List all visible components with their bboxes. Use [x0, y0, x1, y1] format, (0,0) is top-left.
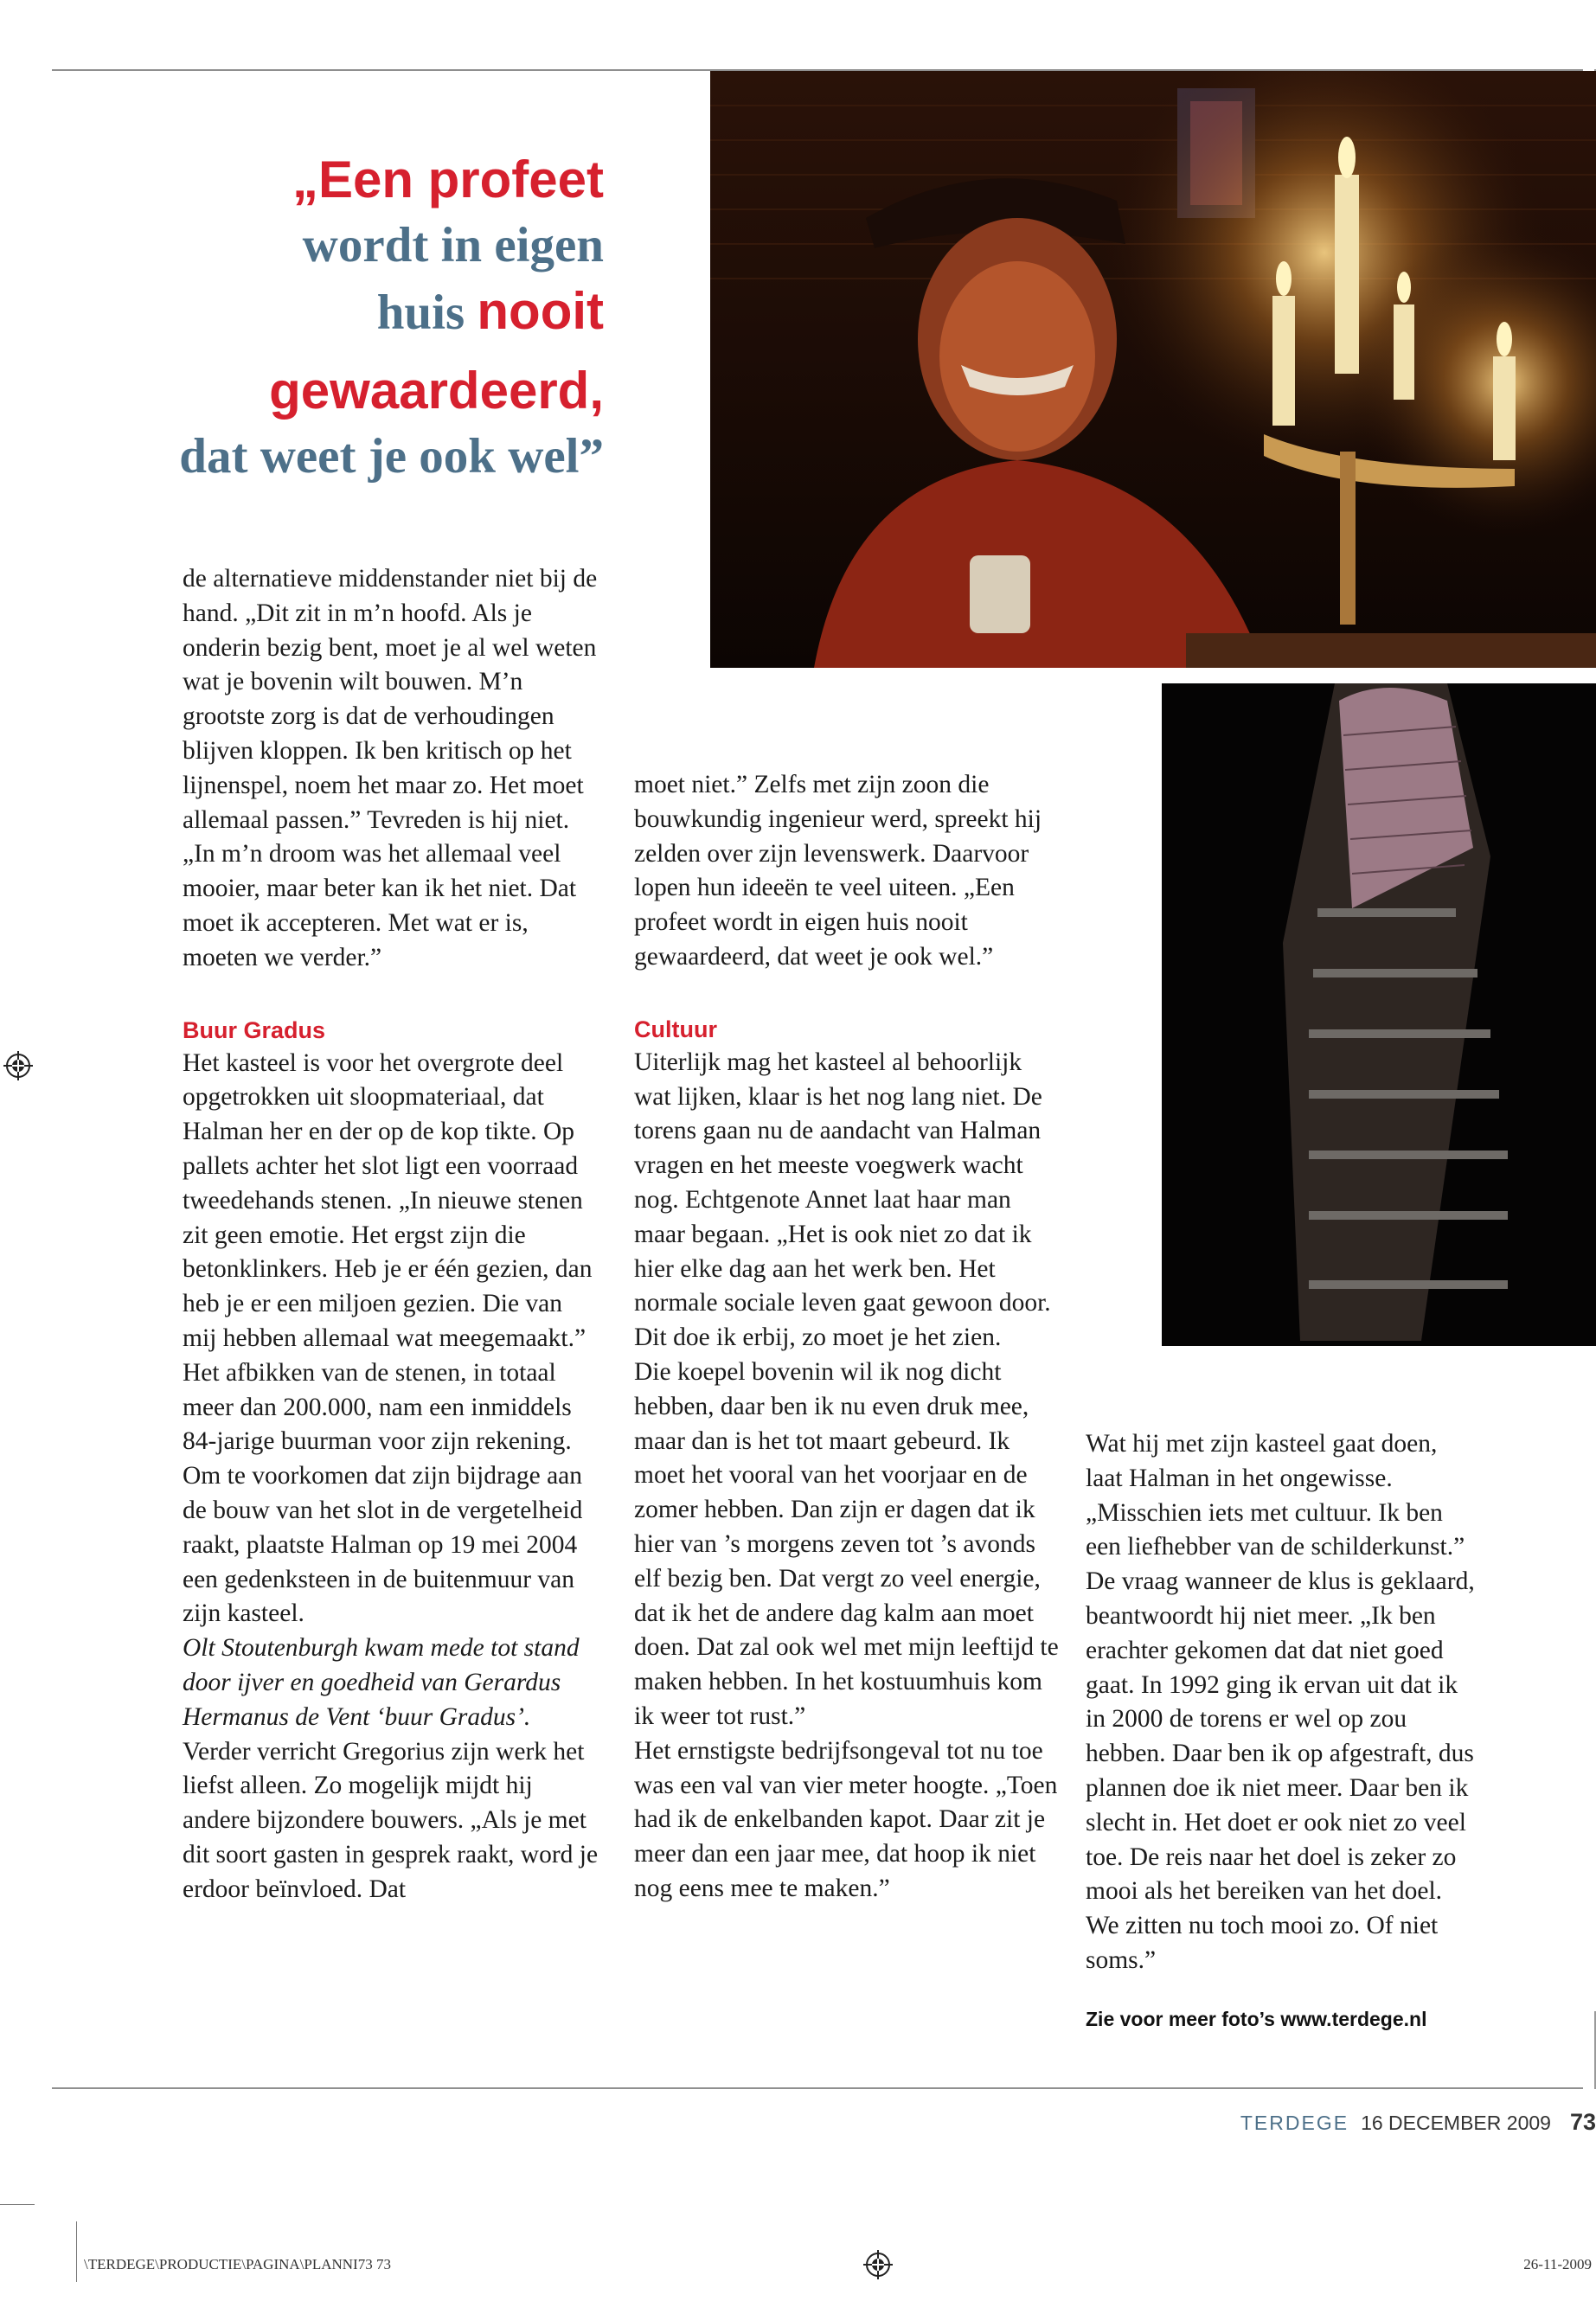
print-slug-date: 26-11-2009	[1523, 2256, 1592, 2272]
article-column-3	[1086, 1427, 1477, 2037]
bottom-corner-mark	[1560, 2011, 1596, 2089]
page-footer	[1240, 2109, 1596, 2136]
footer-magazine: TERDEGE	[1240, 2112, 1349, 2134]
col2-paragraph-1: moet niet.” Zelfs met zijn zoon die bouwkundig ingenieur werd, spreekt hij zelden over zijn levenswerk. Daarvoor lopen hun ideeën te veel uiteen. „Een profeet wordt in eigen huis nooit gewaardeerd, dat weet je ook wel.”	[634, 771, 1042, 971]
article-column-2	[634, 768, 1060, 1907]
photo-stairwell	[1162, 683, 1596, 1346]
print-slug-path: \TERDEGE\PRODUCTIE\PAGINA\PLANNI73 73	[84, 2256, 391, 2272]
col2-paragraph-2: Uiterlijk mag het kasteel al behoorlijk wat lijken, klaar is het nog lang niet. De torens gaan nu de aandacht van Halman vragen en het meeste voegwerk wacht nog. Echtgenote Annet laat haar man maar begaan. „Het is ook niet zo dat ik hier elke dag aan het werk ben. Het normale sociale leven gaat gewoon door. Dit doe ik erbij, zo moet je het zien.	[634, 1048, 1051, 1352]
subheading-cultuur: Cultuur	[634, 1016, 717, 1042]
pull-quote-line-1: „Een profeet	[292, 151, 604, 208]
candle-scene-illustration	[710, 71, 1596, 668]
footer-page-number: 73	[1569, 2109, 1596, 2135]
registration-mark-icon	[863, 2250, 893, 2279]
pull-quote-line-2: wordt in eigen	[302, 218, 604, 272]
col1-paragraph-1: de alternatieve middenstander niet bij de hand. „Dit zit in m’n hoofd. Als je onderin bezig bent, moet je al wel weten wat je bovenin wilt bouwen. M’n grootste zorg is dat de verhoudingen blijven kloppen. Ik ben kritisch op het lijnenspel, noem het maar zo. Het moet allemaal passen.” Tevreden is hij niet. „In m’n droom was het allemaal veel mooier, maar beter kan ik het niet. Dat moet ik accepteren. Met wat er is, moeten we verder.”	[183, 565, 598, 971]
crop-line-vertical	[76, 2221, 77, 2282]
more-photos-link[interactable]: Zie voor meer foto’s www.terdege.nl	[1086, 2007, 1427, 2030]
pull-quote	[130, 147, 604, 490]
col1-inscription: Olt Stoutenburgh kwam mede tot stand door ijver en goedheid van Gerardus Hermanus de Vent ‘buur Gradus’.	[183, 1634, 580, 1731]
stairwell-illustration	[1162, 683, 1596, 1346]
col2-paragraph-3: Die koepel bovenin wil ik nog dicht hebben, daar ben ik nu even druk mee, maar dan is het tot maart gebeurd. Ik moet het vooral van het voorjaar en de zomer hebben. Dan zijn er dagen dat ik hier van ’s morgens zeven tot ’s avonds elf bezig ben. Dat vergt zo veel energie, dat ik het de andere dag kalm aan moet doen. Dat zal ook wel met mijn leeftijd te maken hebben. In het kostuumhuis kom ik weer tot rust.”	[634, 1357, 1059, 1730]
crop-line	[0, 2204, 35, 2205]
col1-paragraph-3: Het afbikken van de stenen, in totaal meer dan 200.000, nam een inmiddels 84-jarige buurman voor zijn rekening. Om te voorkomen dat zijn bijdrage aan de bouw van het slot in de vergetelheid raakt, plaatste Halman op 19 mei 2004 een gedenksteen in de buitenmuur van zijn kasteel.	[183, 1358, 583, 1628]
col1-paragraph-5: Verder verricht Gregorius zijn werk het liefst alleen. Zo mogelijk mijdt hij andere bijzondere bouwers. „Als je met dit soort gasten in gesprek raakt, word je erdoor beïnvloed. Dat	[183, 1737, 599, 1903]
col1-paragraph-2: Het kasteel is voor het overgrote deel opgetrokken uit sloopmateriaal, dat Halman her en der op de kop tikte. Op pallets achter het slot ligt een voorraad tweedehands stenen. „In nieuwe stenen zit geen emotie. Het ergst zijn die betonklinkers. Heb je er één gezien, dan heb je er een miljoen gezien. Die van mij hebben allemaal wat meegemaakt.”	[183, 1048, 593, 1352]
bottom-rule	[52, 2087, 1583, 2089]
footer-date: 16 DECEMBER 2009	[1361, 2112, 1551, 2134]
article-column-1	[183, 562, 599, 1907]
pull-quote-line-4: gewaardeerd,	[269, 362, 604, 420]
pull-quote-line-3a: huis	[376, 285, 478, 340]
col2-paragraph-4: Het ernstigste bedrijfsongeval tot nu toe was een val van vier meter hoogte. „Toen had ik de enkelbanden kapot. Daar zit je meer dan een jaar mee, dat hoop ik niet nog eens mee te maken.”	[634, 1736, 1058, 1902]
registration-mark-icon	[3, 1051, 33, 1080]
col3-paragraph-1: Wat hij met zijn kasteel gaat doen, laat Halman in het ongewisse. „Misschien iets met cultuur. Ik ben een liefhebber van de schilderkunst.” De vraag wanneer de klus is geklaard, beantwoordt hij niet meer. „Ik ben erachter gekomen dat dat niet goed gaat. In 1992 ging ik ervan uit dat ik in 2000 de torens er wel op zou hebben. Daar ben ik op afgestraft, dus plannen doe ik niet meer. Daar ben ik slecht in. Het doet er ook niet zo veel toe. De reis naar het doel is zeker zo mooi als het bereiken van het doel. We zitten nu toch mooi zo. Of niet soms.”	[1086, 1430, 1475, 1974]
pull-quote-line-3b: nooit	[477, 282, 604, 340]
photo-man-with-candles	[710, 71, 1596, 668]
subheading-buur-gradus: Buur Gradus	[183, 1016, 326, 1043]
pull-quote-line-5: dat weet je ook wel”	[179, 429, 604, 484]
